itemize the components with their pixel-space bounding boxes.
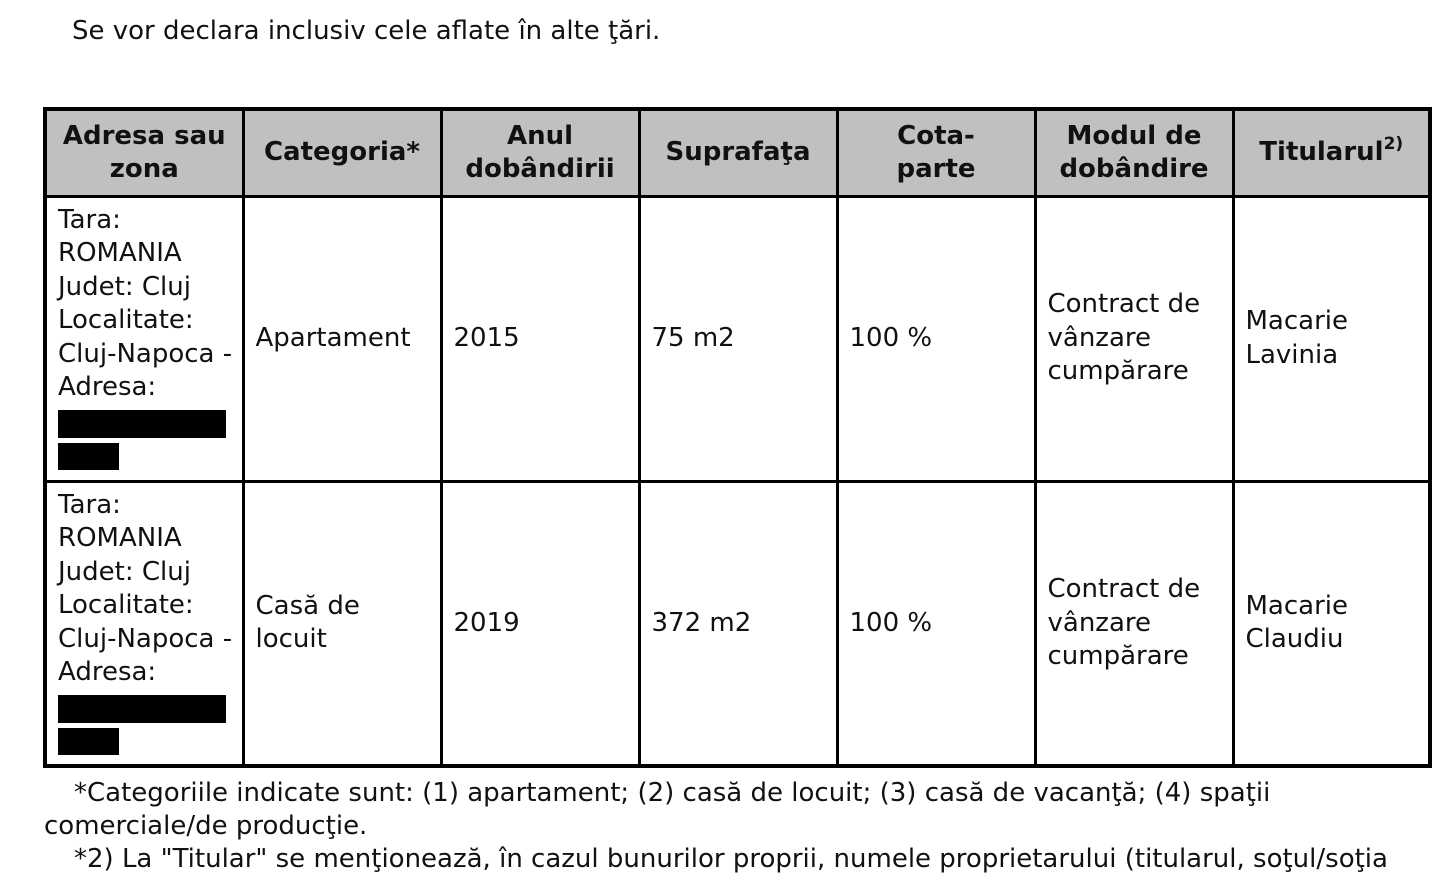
header-holder: Titularul$^{2)}$ (1233, 109, 1430, 196)
header-mode: Modul de dobândire (1035, 109, 1233, 196)
header-year: Anul dobândirii (441, 109, 639, 196)
footnote-categories: *Categoriile indicate sunt: (1) apartament; (2) casă de locuit; (3) casă de vacanţă; (4) spaţii comerciale/de producţie. (44, 778, 1271, 841)
cell-category: Casă de locuit (243, 481, 441, 766)
cell-year: 2015 (441, 196, 639, 481)
cell-area: 75 m2 (639, 196, 837, 481)
cell-address: Tara: ROMANIA Judet: Cluj Localitate: Cluj-Napoca - Adresa: (45, 196, 243, 481)
cell-area: 372 m2 (639, 481, 837, 766)
cell-mode: Contract de vânzare cumpărare (1035, 481, 1233, 766)
footnote-titular: *2) La "Titular" se menţionează, în cazul bunurilor proprii, numele proprietarului (titularul, soţul/soţia (74, 844, 1388, 874)
header-address: Adresa sau zona (45, 109, 243, 196)
section-intro: Se vor declara inclusiv cele aflate în alte ţări. (72, 16, 661, 46)
cell-mode: Contract de vânzare cumpărare (1035, 196, 1233, 481)
redacted-address-block (58, 695, 226, 723)
cell-share: 100 % (837, 196, 1035, 481)
cell-share: 100 % (837, 481, 1035, 766)
redacted-address-block (58, 443, 119, 470)
table-row (45, 481, 1430, 766)
header-area: Suprafaţa (639, 109, 837, 196)
cell-holder: Macarie Lavinia (1233, 196, 1430, 481)
header-share: Cota- parte (837, 109, 1035, 196)
real-estate-table (43, 107, 1432, 768)
cell-category: Apartament (243, 196, 441, 481)
redacted-address-block (58, 728, 119, 755)
cell-holder: Macarie Claudiu (1233, 481, 1430, 766)
footnote-marker: 2) (1383, 134, 1404, 155)
cell-year: 2019 (441, 481, 639, 766)
header-category: Categoria* (243, 109, 441, 196)
redacted-address-block (58, 410, 226, 438)
cell-address: Tara: ROMANIA Judet: Cluj Localitate: Cluj-Napoca - Adresa: (45, 481, 243, 766)
table-header-row (45, 109, 1430, 196)
table-row (45, 196, 1430, 481)
